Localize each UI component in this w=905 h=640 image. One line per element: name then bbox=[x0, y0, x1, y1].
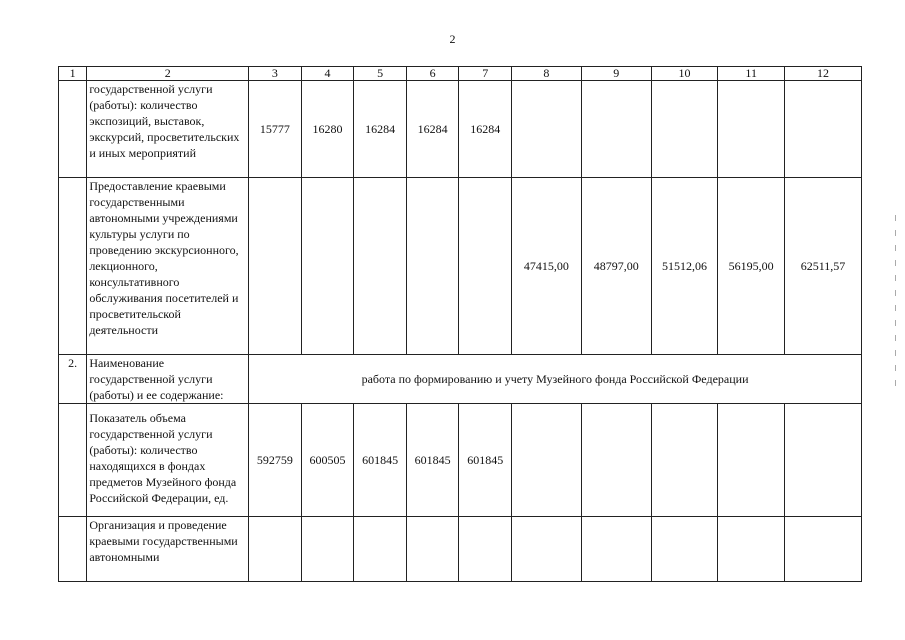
value-cell: 15777 bbox=[249, 81, 302, 178]
value-cell bbox=[354, 178, 407, 355]
value-cell bbox=[718, 404, 785, 517]
column-header: 7 bbox=[459, 67, 512, 81]
row-number-cell: 2. bbox=[59, 355, 87, 404]
value-cell bbox=[718, 81, 785, 178]
value-cell bbox=[459, 517, 512, 582]
value-cell bbox=[301, 517, 354, 582]
column-header: 1 bbox=[59, 67, 87, 81]
value-cell bbox=[459, 178, 512, 355]
row-description: государственной услуги (работы): количество экспозиций, выставок, экскурсий, просветительских и иных мероприятий bbox=[87, 81, 249, 178]
value-cell bbox=[406, 178, 459, 355]
row-number-cell bbox=[59, 517, 87, 582]
value-cell bbox=[354, 517, 407, 582]
row-number-cell bbox=[59, 404, 87, 517]
scan-edge-marks bbox=[895, 215, 898, 405]
column-header: 8 bbox=[512, 67, 582, 81]
column-header: 6 bbox=[406, 67, 459, 81]
row-description: Предоставление краевыми государственными автономными учреждениями культуры услуги по проведению экскурсионного, лекционного, консультативного обслуживания посетителей и просветительской деятельности bbox=[87, 178, 249, 355]
row-number-cell bbox=[59, 81, 87, 178]
column-header: 5 bbox=[354, 67, 407, 81]
value-cell bbox=[249, 178, 302, 355]
value-cell: 592759 bbox=[249, 404, 302, 517]
value-cell: 62511,57 bbox=[785, 178, 862, 355]
value-cell: 601845 bbox=[354, 404, 407, 517]
merged-cell: работа по формированию и учету Музейного фонда Российской Федерации bbox=[249, 355, 862, 404]
value-cell bbox=[651, 517, 718, 582]
row-number-cell bbox=[59, 178, 87, 355]
data-table bbox=[58, 66, 862, 582]
value-cell bbox=[651, 81, 718, 178]
column-header: 2 bbox=[87, 67, 249, 81]
row-description: Показатель объема государственной услуги (работы): количество находящихся в фондах предметов Музейного фонда Российской Федерации, ед. bbox=[87, 404, 249, 517]
value-cell: 51512,06 bbox=[651, 178, 718, 355]
value-cell bbox=[406, 517, 459, 582]
column-header: 4 bbox=[301, 67, 354, 81]
table-header-row bbox=[59, 67, 862, 81]
table-row bbox=[59, 81, 862, 178]
table-row bbox=[59, 355, 862, 404]
column-header: 9 bbox=[581, 67, 651, 81]
value-cell bbox=[581, 404, 651, 517]
value-cell: 16284 bbox=[406, 81, 459, 178]
value-cell bbox=[581, 517, 651, 582]
value-cell bbox=[785, 404, 862, 517]
value-cell: 601845 bbox=[459, 404, 512, 517]
value-cell bbox=[581, 81, 651, 178]
value-cell: 16284 bbox=[354, 81, 407, 178]
value-cell: 600505 bbox=[301, 404, 354, 517]
page-number: 2 bbox=[449, 32, 456, 46]
value-cell bbox=[249, 517, 302, 582]
value-cell: 56195,00 bbox=[718, 178, 785, 355]
row-description: Организация и проведение краевыми государственными автономными bbox=[87, 517, 249, 582]
table-row bbox=[59, 404, 862, 517]
value-cell: 16284 bbox=[459, 81, 512, 178]
value-cell bbox=[512, 81, 582, 178]
row-description: Наименование государственной услуги (работы) и ее содержание: bbox=[87, 355, 249, 404]
value-cell: 47415,00 bbox=[512, 178, 582, 355]
value-cell: 601845 bbox=[406, 404, 459, 517]
value-cell bbox=[785, 81, 862, 178]
value-cell bbox=[785, 517, 862, 582]
table-row bbox=[59, 517, 862, 582]
column-header: 11 bbox=[718, 67, 785, 81]
column-header: 10 bbox=[651, 67, 718, 81]
value-cell: 16280 bbox=[301, 81, 354, 178]
value-cell bbox=[718, 517, 785, 582]
value-cell bbox=[651, 404, 718, 517]
column-header: 12 bbox=[785, 67, 862, 81]
column-header: 3 bbox=[249, 67, 302, 81]
value-cell bbox=[512, 404, 582, 517]
value-cell bbox=[512, 517, 582, 582]
value-cell bbox=[301, 178, 354, 355]
value-cell: 48797,00 bbox=[581, 178, 651, 355]
table-row bbox=[59, 178, 862, 355]
